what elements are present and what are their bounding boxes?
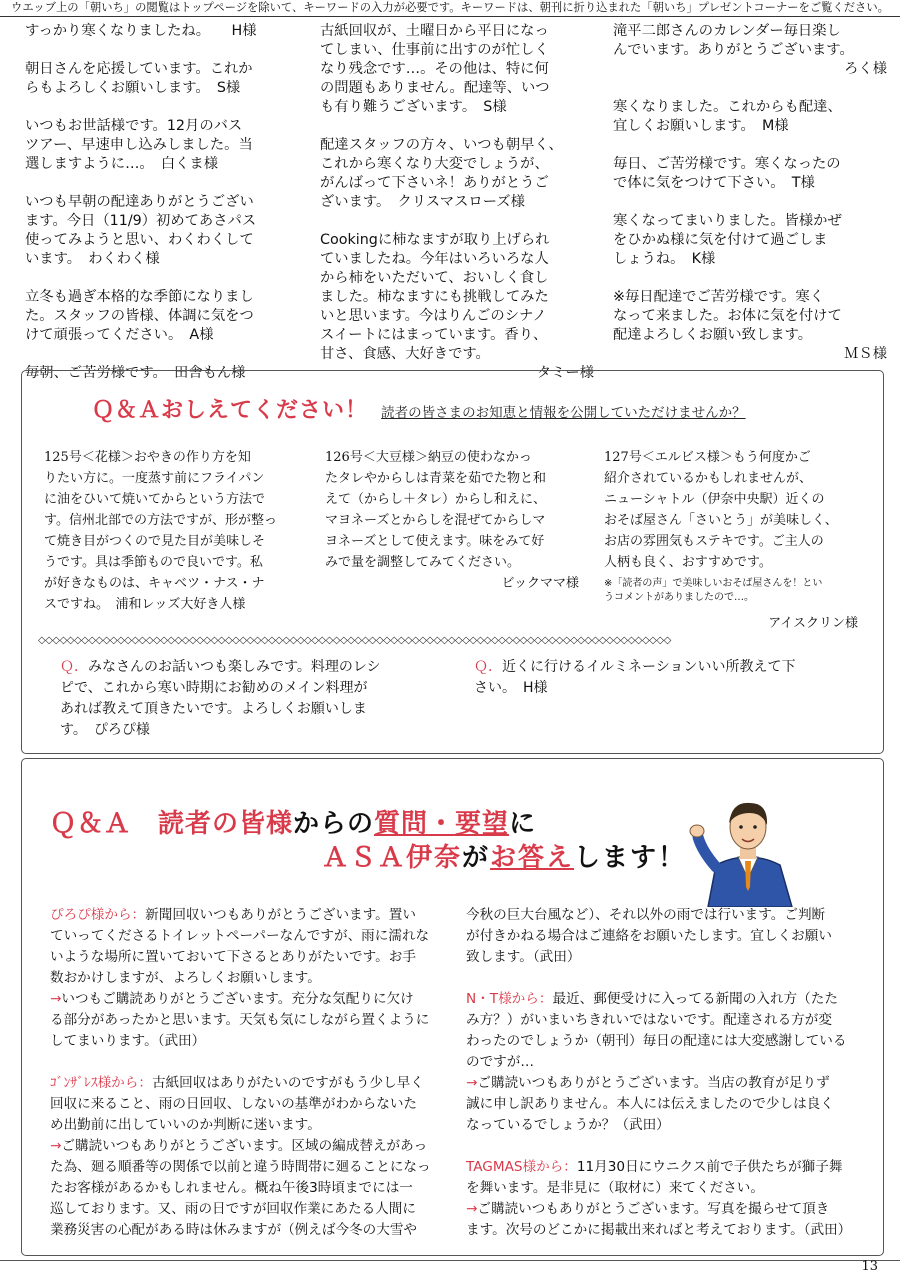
reply-arrow-icon: → xyxy=(50,991,62,1007)
voice-line: 寒くなりました。これからも配達、 xyxy=(613,99,842,115)
diamond-divider: ◇◇◇◇◇◇◇◇◇◇◇◇◇◇◇◇◇◇◇◇◇◇◇◇◇◇◇◇◇◇◇◇◇◇◇◇◇◇◇◇◇◇◇◇◇◇◇◇◇◇◇◇◇◇◇◇◇◇◇◇◇◇◇◇◇◇◇◇◇◇◇◇◇◇◇◇◇◇◇◇◇◇◇◇◇◇◇◇ xyxy=(38,635,671,646)
reader-voice xyxy=(320,231,598,383)
voice-line: 選しますように…。 白くま様 xyxy=(25,156,219,172)
reply-line xyxy=(50,1031,454,1052)
entry-line xyxy=(466,1031,870,1052)
reply-line xyxy=(50,1178,454,1199)
voice-line: 滝平二郎さんのカレンダー毎日楽し xyxy=(613,23,841,39)
reply-line xyxy=(50,989,454,1010)
businessman-illustration xyxy=(688,787,808,907)
qa-asa-title-line-1 xyxy=(50,803,536,840)
voice-line: けて頑張ってください。 A様 xyxy=(25,327,214,343)
reply-arrow-icon: → xyxy=(466,1201,478,1217)
entry-sender: N・T様から： xyxy=(466,991,553,1007)
reply-text: ご購読いつもありがとうございます。区域の編成替えがあっ xyxy=(61,1138,428,1154)
answer-line: スですね。 浦和レッズ大好き人様 xyxy=(44,597,246,612)
voice-line: 朝日さんを応援しています。これか xyxy=(25,61,253,77)
entry-text: 回収に来ること、雨の日回収、しないの基準がわからないた xyxy=(50,1096,418,1112)
answer-line: ヨネーズとして使えます。味をみて好 xyxy=(325,534,545,549)
voice-line: ます。今日（11/9）初めてあさパス xyxy=(25,213,257,229)
reader-voice xyxy=(25,60,303,98)
answer-line: たタレやからしは青菜を茹でた物と和 xyxy=(325,471,547,486)
reply-line xyxy=(466,1115,870,1136)
entry-sender: TAGMAS様から： xyxy=(466,1159,577,1175)
qa-teach-us-title-row xyxy=(92,393,746,424)
reply-line xyxy=(50,1220,454,1241)
question-text: あれば教えて頂きたいです。よろしくお願いしま xyxy=(60,701,367,717)
answer-line: 127号＜エルビス様＞もう何度かご xyxy=(604,450,811,465)
answer-signature: アイスクリン様 xyxy=(768,616,858,631)
reader-voice xyxy=(613,98,891,136)
reply-line xyxy=(50,1157,454,1178)
voice-signature: ＭＳ様 xyxy=(844,346,887,362)
answer-note xyxy=(604,577,866,605)
title-part: Ｑ＆Ａ 読者の皆様 xyxy=(50,809,294,839)
question-text: さい。 H様 xyxy=(474,680,548,696)
entry-line xyxy=(50,926,454,947)
voice-signature: タミー様 xyxy=(536,365,594,381)
answer-line: マヨネーズとからしを混ぜてからしマ xyxy=(325,513,546,528)
voice-line: すっかり寒くなりましたね。 H様 xyxy=(25,23,257,39)
keyword-notice: ウエッブ上の「朝いち」の閲覧はトップページを除いて、キーワードの入力が必要です。キーワードは、朝刊に折り込まれた「朝いち」プレゼントコーナーをご覧ください。 xyxy=(11,1,889,14)
voice-line: の問題もありません。配達等、いつ xyxy=(320,80,550,96)
entry-sender: ぴろぴ様から： xyxy=(50,907,146,923)
qa-entry xyxy=(50,905,454,1052)
question-line xyxy=(474,678,854,699)
reader-voice xyxy=(613,22,891,79)
entry-text: 今秋の巨大台風など）、それ以外の雨では行います。ご判断 xyxy=(466,907,826,923)
entry-line xyxy=(50,1115,454,1136)
voices-column-3 xyxy=(613,22,891,383)
reader-voice xyxy=(613,212,891,269)
entry-line xyxy=(466,989,870,1010)
answer-line: おそば屋さん「さいとう」が美味しく、 xyxy=(604,513,838,528)
reply-text: 業務災害の心配がある時は休みますが（例えば今冬の大雪や xyxy=(50,1222,418,1238)
answer-line: が好きなものは、キャベツ・ナス・ナ xyxy=(44,576,265,591)
entry-line xyxy=(466,1157,870,1178)
reply-text: たお客様があるかもしれません。概ね午後3時頃までには一 xyxy=(50,1180,413,1196)
question-text: す。 ぴろぴ様 xyxy=(60,722,150,738)
answer-line: りたい方に。一度蒸す前にフライパン xyxy=(44,471,265,486)
voice-line: ていましたね。今年はいろいろな人 xyxy=(320,251,549,267)
reply-line xyxy=(466,1073,870,1094)
reader-voice xyxy=(25,117,303,174)
note-line: ※「読者の声」で美味しいおそば屋さんを！とい xyxy=(604,578,823,589)
answer-line: みで量を調整してみてください。 xyxy=(325,555,521,570)
question-mark: Ｑ． xyxy=(60,659,88,675)
voice-signature: ろく様 xyxy=(844,61,887,77)
voice-line: ました。柿なますにも挑戦してみた xyxy=(320,289,549,305)
reply-text: ます。次号のどこかに掲載出来ればと考えております。（武田） xyxy=(466,1222,852,1238)
title-part: します！ xyxy=(574,843,687,873)
entry-text: 数おかけしますが、よろしくお願いします。 xyxy=(50,970,321,986)
voice-line: てしまい、仕事前に出すのが忙しく xyxy=(320,42,549,58)
entry-text: 新聞回収いつもありがとうございます。置い xyxy=(145,907,416,923)
answer-line: えて（からし＋タレ）からし和えに、 xyxy=(325,492,547,507)
voice-line: んでいます。ありがとうございます。 xyxy=(613,42,854,58)
reader-voice xyxy=(25,22,303,41)
title-part: 質問・要望 xyxy=(374,809,510,839)
top-notice-bar xyxy=(0,0,900,17)
qa-asa-title-line-2 xyxy=(322,837,686,874)
question-text: みなさんのお話いつも楽しみです。料理のレシ xyxy=(88,659,381,675)
voice-line: 甘さ、食感、大好きです。 xyxy=(320,346,490,362)
voice-line: 配達スタッフの方々、いつも朝早く、 xyxy=(320,137,563,153)
reply-text: 誠に申し訳ありません。本人には伝えましたので少しは良く xyxy=(466,1096,834,1112)
question-text: ピで、これから寒い時期にお勧めのメイン料理が xyxy=(60,680,368,696)
question-line xyxy=(60,678,440,699)
reply-text: ご購読いつもありがとうございます。当店の教育が足りず xyxy=(477,1075,830,1091)
voice-line: ざいます。 クリスマスローズ様 xyxy=(320,194,525,210)
answer-line: す。信州北部での方法ですが、形が整っ xyxy=(44,513,277,528)
reply-text: た為、廻る順番等の関係で以前と違う時間帯に廻ることになっ xyxy=(50,1159,431,1175)
entry-line xyxy=(50,968,454,989)
entry-text: が付きかねる場合はご連絡をお願いたします。宜しくお願い xyxy=(466,928,832,944)
entry-line xyxy=(50,905,454,926)
title-part: の xyxy=(347,809,375,839)
entry-text: め出勤前に出していいのか判断に迷います。 xyxy=(50,1117,321,1133)
answer-line: 人柄も良く、おすすめです。 xyxy=(604,555,772,570)
voice-line: 毎日、ご苦労様です。寒くなったの xyxy=(613,156,841,172)
voice-line: いつも早朝の配達ありがとうござい xyxy=(25,194,254,210)
voice-line: Cookingに柿なますが取り上げられ xyxy=(320,232,550,248)
qa-entry xyxy=(466,989,870,1136)
entry-text: ていってくださるトイレットペーパーなんですが、雨に濡れな xyxy=(50,928,430,944)
entry-line xyxy=(466,926,870,947)
voice-line: しょうね。 K様 xyxy=(613,251,716,267)
voice-line: から柿をいただいて、おいしく食し xyxy=(320,270,549,286)
reply-text: なっているでしょうか？（武田） xyxy=(466,1117,670,1133)
entry-line xyxy=(50,1094,454,1115)
question-line xyxy=(60,657,440,678)
title-part: から xyxy=(293,809,348,839)
reply-text: いつもご購読ありがとうございます。充分な気配りに欠け xyxy=(61,991,414,1007)
question-text: 近くに行けるイルミネーションいい所教えて下 xyxy=(502,659,796,675)
entry-line xyxy=(50,947,454,968)
reply-arrow-icon: → xyxy=(466,1075,478,1091)
reader-voice xyxy=(613,288,891,364)
qa-asa-left-column xyxy=(50,905,454,1262)
voice-line: います。 わくわく様 xyxy=(25,251,160,267)
title-part: ＡＳＡ伊奈 xyxy=(322,843,463,873)
reader-voice xyxy=(613,155,891,193)
qa-question-illumination xyxy=(474,657,854,699)
voice-line: た。スタッフの皆様、体調に気をつ xyxy=(25,308,254,324)
question-line xyxy=(60,699,440,720)
answer-line: 紹介されているかもしれませんが、 xyxy=(604,471,813,486)
qa-asa-right-column xyxy=(466,905,870,1262)
entry-line xyxy=(466,1178,870,1199)
title-part: に xyxy=(509,809,537,839)
voice-line: 立冬も過ぎ本格的な季節になりまし xyxy=(25,289,254,305)
entry-text: いような場所に置いておいて下さるとありがたいです。お手 xyxy=(50,949,416,965)
entry-text: 古紙回収はありがたいのですがもう少し早く xyxy=(151,1075,424,1091)
answer-signature: ビックママ様 xyxy=(501,576,579,591)
entry-line xyxy=(466,905,870,926)
qa-teach-us-title: Ｑ＆Ａおしえてください！ xyxy=(92,398,369,423)
voice-line: をひかぬ様に気を付けて過ごしま xyxy=(613,232,828,248)
reader-voice xyxy=(25,288,303,345)
reader-voice xyxy=(320,22,598,117)
entry-text: わったのでしょうか（朝刊）毎日の配達には大変感謝している xyxy=(466,1033,847,1049)
voices-column-2 xyxy=(320,22,598,402)
qa-answer-125 xyxy=(44,447,306,615)
entry-text: を舞います。是非見に（取材に）来てください。 xyxy=(466,1180,764,1196)
voice-line: ツアー、早速申し込みしました。当 xyxy=(25,137,253,153)
reply-text: る部分があったかと思います。天気も気にしながら置くように xyxy=(50,1012,430,1028)
reply-line xyxy=(466,1094,870,1115)
page-number: 13 xyxy=(861,1259,878,1274)
answer-line: お店の雰囲気もステキです。ご主人の xyxy=(604,534,824,549)
qa-entry xyxy=(466,1157,870,1241)
voice-line: なって来ました。お体に気を付けて xyxy=(613,308,842,324)
qa-answer-126 xyxy=(325,447,587,594)
voice-line: いと思います。今はりんごのシナノ xyxy=(320,308,547,324)
note-line: うコメントがありましたので…。 xyxy=(604,592,754,603)
entry-text: 最近、郵便受けに入ってる新聞の入れ方（たた xyxy=(552,991,838,1007)
qa-entry xyxy=(50,1073,454,1241)
voice-line: も有り難うございます。 S様 xyxy=(320,99,507,115)
voices-column-1 xyxy=(25,22,303,402)
voice-line: なり残念です…。その他は、特に何 xyxy=(320,61,549,77)
entry-line xyxy=(466,1010,870,1031)
voice-line: 宜しくお願いします。 M様 xyxy=(613,118,789,134)
voice-line: らもよろしくお願いします。 S様 xyxy=(25,80,241,96)
voice-line: 寒くなってまいりました。皆様かぜ xyxy=(613,213,842,229)
entry-line xyxy=(466,947,870,968)
entry-sender: ｺﾞﾝｻﾞﾚｽ様から： xyxy=(50,1075,152,1091)
question-line xyxy=(60,720,440,741)
qa-teach-us-subtitle: 読者の皆さまのお知恵と情報を公開していただけませんか？ xyxy=(381,405,746,421)
question-mark: Ｑ． xyxy=(474,659,502,675)
answer-line: て焼き目がつくので見た目が美味しそ xyxy=(44,534,266,549)
answer-line: うです。具は季節もので良いです。私 xyxy=(44,555,263,570)
answer-line: 125号＜花様＞おやきの作り方を知 xyxy=(44,450,251,465)
reply-line xyxy=(466,1199,870,1220)
reply-line xyxy=(50,1010,454,1031)
reply-text: 巡しております。又、雨の日ですが回収作業にあたる人間に xyxy=(50,1201,416,1217)
voice-line: ※毎日配達でご苦労様です。寒く xyxy=(613,289,824,305)
voice-line: 配達よろしくお願い致します。 xyxy=(613,327,813,343)
qa-entry xyxy=(466,905,870,968)
entry-text: み方？）がいまいちきれいではないです。配達される方が変 xyxy=(466,1012,832,1028)
reply-text: してまいります。（武田） xyxy=(50,1033,206,1049)
answer-line: に油をひいて焼いてからという方法で xyxy=(44,492,266,507)
reply-line xyxy=(466,1220,870,1241)
voice-line: いつもお世話様です。12月のバス xyxy=(25,118,243,134)
voice-line: で体に気をつけて下さい。 T様 xyxy=(613,175,815,191)
voice-line: 古紙回収が、土曜日から平日になっ xyxy=(320,23,549,39)
voice-line: がんばって下さいネ！ありがとうご xyxy=(320,175,549,191)
qa-asa-answers-box xyxy=(21,758,884,1256)
voice-line: 毎朝、ご苦労様です。 田舎もん様 xyxy=(25,365,246,381)
voice-line: スイートにはまっています。香り、 xyxy=(320,327,548,343)
title-part: が xyxy=(462,843,491,873)
entry-line xyxy=(50,1073,454,1094)
answer-line: ニューシャトル（伊奈中央駅）近くの xyxy=(604,492,825,507)
voice-line: これから寒くなり大変でしょうが、 xyxy=(320,156,549,172)
entry-line xyxy=(466,1052,870,1073)
question-line xyxy=(474,657,854,678)
reply-arrow-icon: → xyxy=(50,1138,62,1154)
entry-text: のですが… xyxy=(466,1054,534,1070)
qa-question-recipe xyxy=(60,657,440,741)
voice-line: 使ってみようと思い、わくわくして xyxy=(25,232,254,248)
entry-text: 致します。（武田） xyxy=(466,949,581,965)
title-part: お答え xyxy=(490,843,575,873)
entry-text: 11月30日にウニクス前で子供たちが獅子舞 xyxy=(576,1159,843,1175)
reader-voice xyxy=(320,136,598,212)
reader-voice xyxy=(25,193,303,269)
qa-teach-us-box xyxy=(21,370,884,754)
answer-line: 126号＜大豆様＞納豆の使わなかっ xyxy=(325,450,532,465)
qa-answer-127 xyxy=(604,447,866,634)
reply-line xyxy=(50,1136,454,1157)
reply-line xyxy=(50,1199,454,1220)
footer-rule xyxy=(0,1260,900,1261)
reply-text: ご購読いつもありがとうございます。写真を撮らせて頂き xyxy=(477,1201,830,1217)
